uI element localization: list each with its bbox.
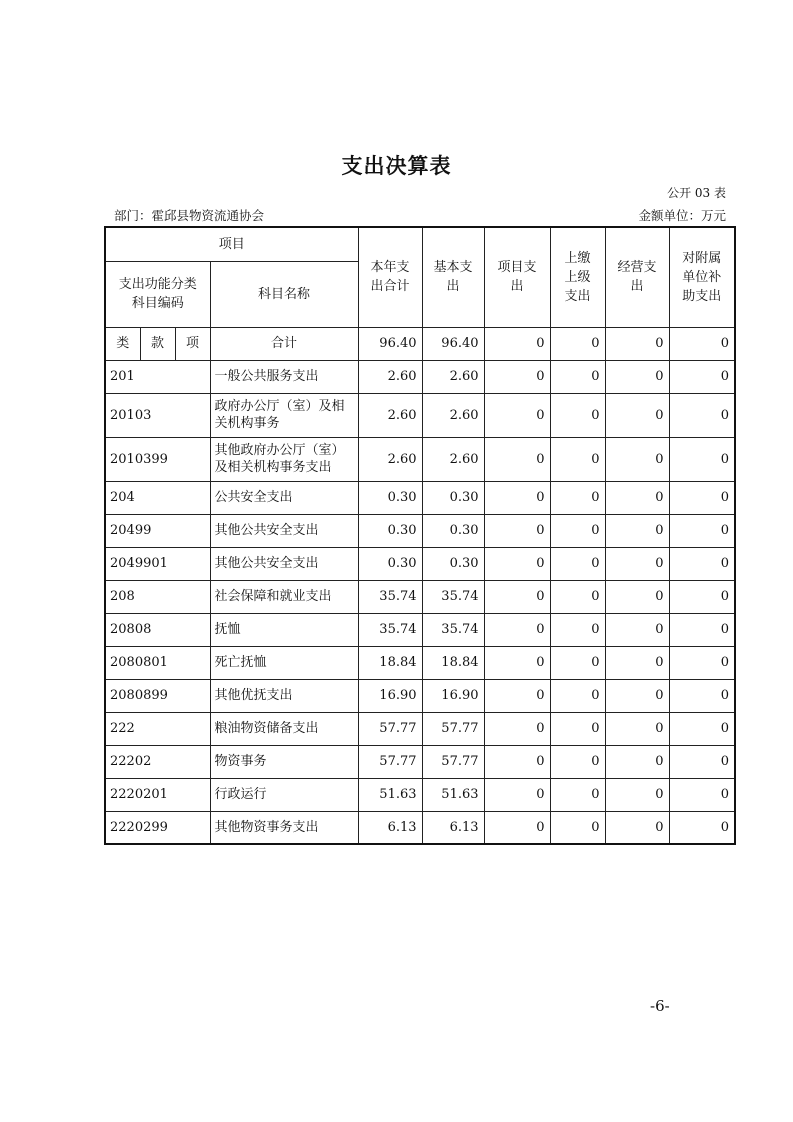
row-total: 18.84 bbox=[358, 646, 422, 679]
table-row bbox=[105, 393, 735, 437]
row-subject-name: 其他政府办公厅（室）及相关机构事务支出 bbox=[210, 437, 358, 481]
expenditure-table bbox=[104, 226, 736, 845]
row-total: 16.90 bbox=[358, 679, 422, 712]
row-total: 0.30 bbox=[358, 514, 422, 547]
table-row bbox=[105, 613, 735, 646]
amount-unit-label: 金额单位：万元 bbox=[638, 208, 726, 223]
row-code: 222 bbox=[105, 712, 210, 745]
row-project-exp: 0 bbox=[484, 393, 550, 437]
row-subject-name: 公共安全支出 bbox=[210, 481, 358, 514]
row-subject-name: 社会保障和就业支出 bbox=[210, 580, 358, 613]
table-row bbox=[105, 712, 735, 745]
row-project-exp: 0 bbox=[484, 712, 550, 745]
row-subject-name: 其他物资事务支出 bbox=[210, 811, 358, 844]
row-code: 20808 bbox=[105, 613, 210, 646]
header-project-expense: 项目支 出 bbox=[484, 227, 550, 327]
row-basic: 35.74 bbox=[422, 580, 484, 613]
table-row bbox=[105, 580, 735, 613]
row-total: 2.60 bbox=[358, 360, 422, 393]
table-row bbox=[105, 778, 735, 811]
row-project-exp: 0 bbox=[484, 679, 550, 712]
row-basic: 0.30 bbox=[422, 547, 484, 580]
row-remit: 0 bbox=[550, 547, 605, 580]
row-remit: 0 bbox=[550, 745, 605, 778]
row-subject-name: 政府办公厅（室）及相关机构事务 bbox=[210, 393, 358, 437]
row-subsidy: 0 bbox=[669, 437, 735, 481]
header-total: 本年支 出合计 bbox=[358, 227, 422, 327]
total-row-total: 96.40 bbox=[358, 327, 422, 360]
row-operating: 0 bbox=[605, 437, 669, 481]
row-operating: 0 bbox=[605, 679, 669, 712]
header-operating: 经营支 出 bbox=[605, 227, 669, 327]
row-subsidy: 0 bbox=[669, 679, 735, 712]
row-subject-name: 死亡抚恤 bbox=[210, 646, 358, 679]
row-project-exp: 0 bbox=[484, 547, 550, 580]
row-basic: 0.30 bbox=[422, 481, 484, 514]
row-remit: 0 bbox=[550, 514, 605, 547]
row-remit: 0 bbox=[550, 712, 605, 745]
row-remit: 0 bbox=[550, 613, 605, 646]
row-remit: 0 bbox=[550, 393, 605, 437]
row-total: 35.74 bbox=[358, 580, 422, 613]
row-code: 2220201 bbox=[105, 778, 210, 811]
form-number: 公开 03 表 bbox=[667, 186, 726, 200]
table-row bbox=[105, 360, 735, 393]
row-basic: 51.63 bbox=[422, 778, 484, 811]
row-subsidy: 0 bbox=[669, 745, 735, 778]
row-code: 2080899 bbox=[105, 679, 210, 712]
row-subsidy: 0 bbox=[669, 580, 735, 613]
table-row bbox=[105, 547, 735, 580]
row-code: 2010399 bbox=[105, 437, 210, 481]
row-basic: 2.60 bbox=[422, 360, 484, 393]
row-operating: 0 bbox=[605, 613, 669, 646]
row-total: 6.13 bbox=[358, 811, 422, 844]
row-code: 208 bbox=[105, 580, 210, 613]
row-code: 22202 bbox=[105, 745, 210, 778]
row-operating: 0 bbox=[605, 360, 669, 393]
row-operating: 0 bbox=[605, 514, 669, 547]
row-code: 2049901 bbox=[105, 547, 210, 580]
row-operating: 0 bbox=[605, 745, 669, 778]
row-basic: 2.60 bbox=[422, 393, 484, 437]
row-code: 20103 bbox=[105, 393, 210, 437]
row-project-exp: 0 bbox=[484, 437, 550, 481]
header-subsidy: 对附属 单位补 助支出 bbox=[669, 227, 735, 327]
row-project-exp: 0 bbox=[484, 811, 550, 844]
row-basic: 57.77 bbox=[422, 712, 484, 745]
header-subject-name: 科目名称 bbox=[210, 261, 358, 327]
header-lei: 类 bbox=[105, 327, 140, 360]
row-subject-name: 行政运行 bbox=[210, 778, 358, 811]
row-basic: 18.84 bbox=[422, 646, 484, 679]
table-row bbox=[105, 679, 735, 712]
row-total: 57.77 bbox=[358, 712, 422, 745]
row-basic: 0.30 bbox=[422, 514, 484, 547]
header-project: 项目 bbox=[105, 227, 358, 261]
row-operating: 0 bbox=[605, 712, 669, 745]
row-project-exp: 0 bbox=[484, 646, 550, 679]
row-remit: 0 bbox=[550, 778, 605, 811]
row-subject-name: 一般公共服务支出 bbox=[210, 360, 358, 393]
total-row-basic: 96.40 bbox=[422, 327, 484, 360]
row-basic: 57.77 bbox=[422, 745, 484, 778]
row-subsidy: 0 bbox=[669, 360, 735, 393]
row-basic: 2.60 bbox=[422, 437, 484, 481]
header-basic: 基本支 出 bbox=[422, 227, 484, 327]
row-subsidy: 0 bbox=[669, 547, 735, 580]
row-project-exp: 0 bbox=[484, 613, 550, 646]
row-subsidy: 0 bbox=[669, 613, 735, 646]
row-remit: 0 bbox=[550, 481, 605, 514]
row-total: 51.63 bbox=[358, 778, 422, 811]
row-project-exp: 0 bbox=[484, 481, 550, 514]
row-total: 2.60 bbox=[358, 437, 422, 481]
row-project-exp: 0 bbox=[484, 745, 550, 778]
row-subsidy: 0 bbox=[669, 712, 735, 745]
row-remit: 0 bbox=[550, 437, 605, 481]
row-total: 57.77 bbox=[358, 745, 422, 778]
total-row-project: 0 bbox=[484, 327, 550, 360]
row-total: 0.30 bbox=[358, 547, 422, 580]
row-subsidy: 0 bbox=[669, 811, 735, 844]
row-code: 2220299 bbox=[105, 811, 210, 844]
total-row-label: 合计 bbox=[210, 327, 358, 360]
row-subsidy: 0 bbox=[669, 514, 735, 547]
row-remit: 0 bbox=[550, 580, 605, 613]
row-total: 35.74 bbox=[358, 613, 422, 646]
table-row bbox=[105, 481, 735, 514]
row-operating: 0 bbox=[605, 481, 669, 514]
row-operating: 0 bbox=[605, 811, 669, 844]
row-operating: 0 bbox=[605, 393, 669, 437]
table-row bbox=[105, 745, 735, 778]
row-subject-name: 其他公共安全支出 bbox=[210, 514, 358, 547]
row-operating: 0 bbox=[605, 580, 669, 613]
total-row-operating: 0 bbox=[605, 327, 669, 360]
row-project-exp: 0 bbox=[484, 580, 550, 613]
row-remit: 0 bbox=[550, 679, 605, 712]
row-basic: 35.74 bbox=[422, 613, 484, 646]
total-row-subsidy: 0 bbox=[669, 327, 735, 360]
row-subject-name: 其他公共安全支出 bbox=[210, 547, 358, 580]
row-remit: 0 bbox=[550, 646, 605, 679]
table-row bbox=[105, 514, 735, 547]
row-code: 20499 bbox=[105, 514, 210, 547]
header-remit-superior: 上缴 上级 支出 bbox=[550, 227, 605, 327]
row-operating: 0 bbox=[605, 547, 669, 580]
row-total: 0.30 bbox=[358, 481, 422, 514]
header-func-code: 支出功能分类 科目编码 bbox=[105, 261, 210, 327]
row-basic: 6.13 bbox=[422, 811, 484, 844]
table-row bbox=[105, 646, 735, 679]
header-kuan: 款 bbox=[140, 327, 175, 360]
row-project-exp: 0 bbox=[484, 514, 550, 547]
row-operating: 0 bbox=[605, 646, 669, 679]
row-operating: 0 bbox=[605, 778, 669, 811]
table-row bbox=[105, 437, 735, 481]
row-remit: 0 bbox=[550, 360, 605, 393]
row-subsidy: 0 bbox=[669, 778, 735, 811]
table-row bbox=[105, 811, 735, 844]
row-subsidy: 0 bbox=[669, 393, 735, 437]
header-xiang: 项 bbox=[175, 327, 210, 360]
row-project-exp: 0 bbox=[484, 778, 550, 811]
page-title: 支出决算表 bbox=[341, 154, 452, 178]
row-remit: 0 bbox=[550, 811, 605, 844]
row-subject-name: 物资事务 bbox=[210, 745, 358, 778]
row-code: 201 bbox=[105, 360, 210, 393]
row-basic: 16.90 bbox=[422, 679, 484, 712]
row-subsidy: 0 bbox=[669, 646, 735, 679]
row-code: 204 bbox=[105, 481, 210, 514]
row-subject-name: 粮油物资储备支出 bbox=[210, 712, 358, 745]
page-number: -6- bbox=[650, 997, 670, 1015]
department-label: 部门：霍邱县物资流通协会 bbox=[114, 208, 265, 223]
row-total: 2.60 bbox=[358, 393, 422, 437]
row-subject-name: 其他优抚支出 bbox=[210, 679, 358, 712]
row-code: 2080801 bbox=[105, 646, 210, 679]
total-row-remit: 0 bbox=[550, 327, 605, 360]
row-project-exp: 0 bbox=[484, 360, 550, 393]
row-subject-name: 抚恤 bbox=[210, 613, 358, 646]
row-subsidy: 0 bbox=[669, 481, 735, 514]
